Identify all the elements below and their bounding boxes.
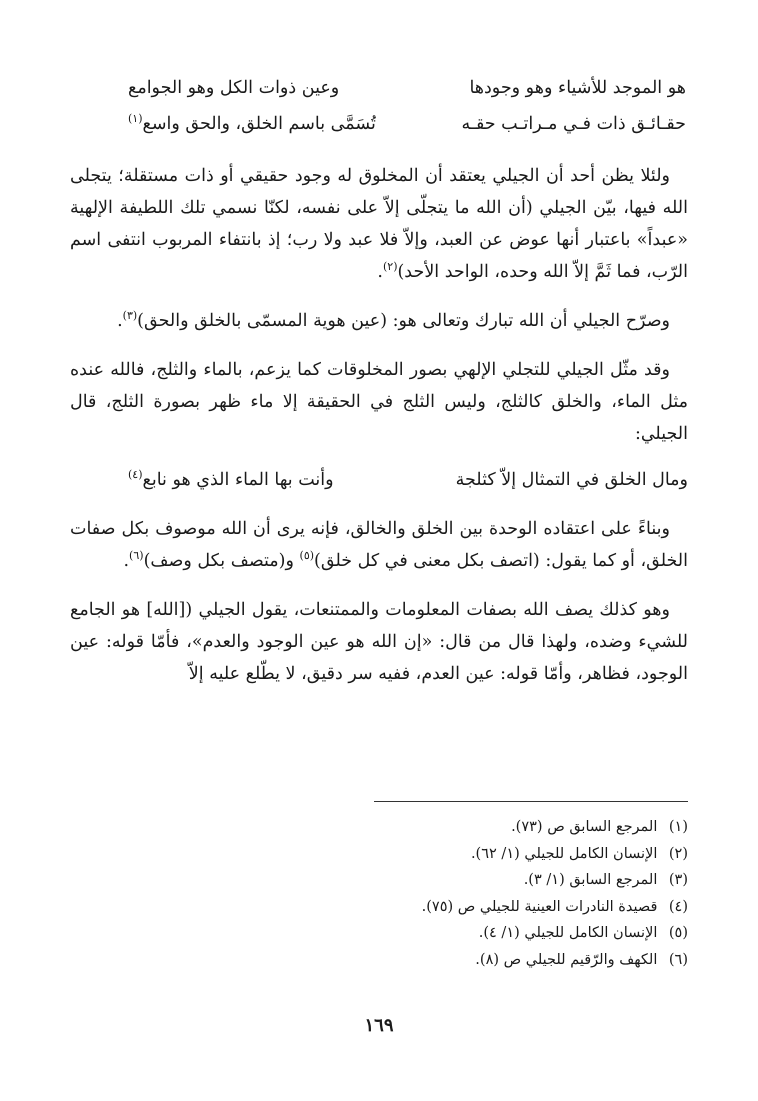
verse-hemistich-left: وأنت بها الماء الذي هو نابع$^{(٤)}$ [128,468,334,490]
paragraph: وبناءً على اعتقاده الوحدة بين الخلق والخالق، فإنه يرى أن الله موصوف بكل صفات الخلق، أو كما يقول: (اتصف بكل معنى في كل خلق)$^{(٥)}$ و(متصف بكل وصف)$^{(٦)}$. [70,519,688,571]
footnote-ref: (٣) [122,309,138,323]
footnote: (٦) الكهف والرّقيم للجيلي ص (٨). [475,951,688,968]
paragraph: ولئلا يظن أحد أن الجيلي يعتقد أن المخلوق له وجود حقيقي أو ذات مستقلة؛ يتجلى الله فيها، بيّن الجيلي (أن الله ما يتجلّى إلاّ على نفسه، لكنّا نسمي تلك اللطيفة الإلهية «عبداً» باعتبار أنها عوض عن العبد، وإلاّ فلا عبد ولا رب؛ إذ بانتفاء المربوب انتفى اسم الرّب، فما ثَمَّ إلاّ الله وحده، الواحد الأحد)$^{(٢)}$. [70,166,688,282]
verse-line [70,106,688,142]
footnote-ref: (٤) [128,468,143,482]
verse-hemistich-right: ومال الخلق في التمثال إلاّ كثلجة [455,470,688,490]
page-number: ١٦٩ [364,1015,394,1036]
footnote-divider [374,801,688,802]
footnote-ref: (٦) [129,549,144,563]
paragraph: وصرّح الجيلي أن الله تبارك وتعالى هو: (عين هوية المسمّى بالخلق والحق)$^{(٣)}$. [117,309,670,331]
footnote-ref: (٥) [299,549,315,563]
footnote-ref: (١) [128,112,143,126]
footnote: (٢) الإنسان الكامل للجيلي (١/ ٦٢). [470,845,688,862]
verse-hemistich-left: تُسَمَّى باسم الخلق، والحق واسع$^{(١)}$ [128,112,376,134]
footnote: (١) المرجع السابق ص (٧٣). [511,819,688,835]
footnotes [238,814,688,973]
footnote: (٣) المرجع السابق (١/ ٣). [523,872,688,888]
paragraph: وهو كذلك يصف الله بصفات المعلومات والممتنعات، يقول الجيلي ([الله] هو الجامع للشيء وضده، ولهذا قال من قال: «إن الله هو عين الوجود والعدم»، فأمّا قوله: عين الوجود، فظاهر، وأمّا قوله: عين العدم، ففيه سر دقيق، لا يطّلع عليه إلاّ [70,600,688,684]
footnote-ref: (٢) [382,260,398,274]
verse-hemistich-left: وعين ذوات الكل وهو الجوامع [128,78,340,98]
paragraph: وقد مثّل الجيلي للتجلي الإلهي بصور المخلوقات كما يزعم، بالماء والثلج، فالله عنده مثل الماء، والخلق كالثلج، وليس الثلج في الحقيقة إلا ماء ظهر بصورة الثلج، قال الجيلي: [70,360,688,444]
verse-line [70,464,688,496]
verse-hemistich-right: هو الموجد للأشياء وهو وجودها [469,78,686,98]
verse-hemistich-right: حقـائـق ذات فـي مـراتـب حقـه [461,114,686,134]
footnote: (٥) الإنسان الكامل للجيلي (١/ ٤). [478,925,688,941]
verse-line [70,70,688,106]
footnote: (٤) قصيدة النادرات العينية للجيلي ص (٧٥). [421,898,688,915]
